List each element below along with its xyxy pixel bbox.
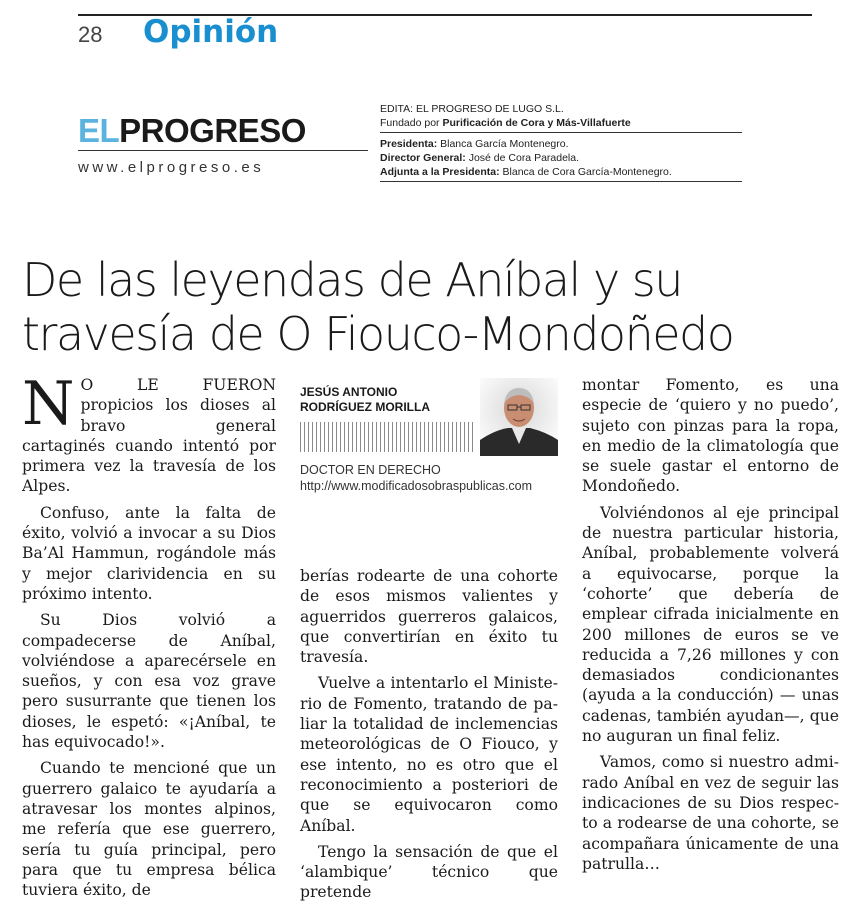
founder-name: Purificación de Cora y Más-Villafuerte (442, 117, 631, 129)
staff-line-president (380, 137, 742, 151)
author-website: http://www.modificadosobraspublicas.com (300, 479, 533, 493)
paragraph: berías rodearte de una cohorte de esos mismos valientes y aguerridos guerreros galaicos, que convertirían en éxito tu travesía. (300, 567, 558, 667)
paragraph-text: O LE FUERON propicios los dioses al bravo general cartaginés cuando intentó por primera vez la travesía de los Alpes. (22, 376, 276, 496)
logo-el: EL (78, 112, 120, 149)
staff-role: Director General: (380, 152, 466, 164)
author-name (300, 385, 430, 415)
section-title: Opinión (143, 14, 279, 50)
article-column-2 (300, 566, 558, 909)
author-name-line: JESÚS ANTONIO (300, 385, 398, 399)
staff-name: Blanca de Cora García-Montenegro. (499, 166, 672, 178)
founder-prefix: Fundado por (380, 117, 443, 129)
author-name-line: RODRÍGUEZ MORILLA (300, 400, 430, 414)
article-headline: De las leyendas de Aníbal y su travesía de O Fiouco-Mondoñedo (22, 252, 734, 361)
logo-progreso: PROGRESO (119, 112, 306, 149)
paragraph (22, 369, 276, 497)
paragraph: Su Dios volvió a compadecerse de Aníbal, volviéndose a aparecérsele en sueños, y con esa voz grave pero susurrante que tienen los dioses, le espetó: «¡Aníbal, te has equivocado!». (22, 611, 276, 752)
staff-name: José de Cora Paradela. (465, 152, 580, 164)
masthead-divider (380, 132, 742, 133)
paragraph: montar Fomento, es una especie de ‘quiero y no puedo’, sujeto con pinzas para la ropa, en medio de la climatología que se suele gastar el entorno de Mondoñedo. (582, 376, 839, 496)
paragraph: Vuelve a intentarlo el Ministerio de Fomento, tratando de paliar la totalidad de inclemencias meteorológicas de O Fiouco, y ese intento, no es otro que el reconocimiento a posteriori de que se equivocaron como Aníbal. (300, 674, 558, 835)
staff-name: Blanca García Montenegro. (437, 138, 569, 150)
website-address: www.elprogreso.es (78, 159, 265, 176)
staff-line-director (380, 151, 742, 165)
staff-role: Presidenta: (380, 138, 438, 150)
publisher-line: EDITA: EL PROGRESO DE LUGO S.L. (380, 103, 564, 115)
masthead-divider (380, 181, 742, 182)
page-number: 28 (78, 22, 103, 47)
author-photo (480, 378, 558, 456)
founder-line (380, 116, 742, 130)
staff-role: Adjunta a la Presidenta: (380, 166, 500, 178)
author-decoration (300, 422, 476, 452)
paragraph: Confuso, ante la falta de éxito, volvió a invocar a su Dios Ba’Al Hammun, rogándole más y mejor clarividencia en su próximo intento. (22, 503, 276, 603)
masthead-credits (380, 102, 742, 186)
article-column-3 (582, 375, 839, 880)
paragraph: Volviéndonos al eje principal de nuestra particular historia, Aníbal, probablemente volverá a equivocarse, porque la ‘cohorte’ que debería de emplear cifrada inicialmente en 200 millones de euros se ve reducida a 7,26 millones y con demasiados condicionantes (ayuda a la conducción) — unas cadenas, también ayudan—, que no auguran un final feliz. (582, 503, 839, 746)
paragraph: Vamos, como si nuestro admirado Aníbal en vez de seguir las indicaciones de su Dios respecto a rodearse de una cohorte, se acompañara únicamente de una patrulla… (582, 753, 839, 873)
paragraph: Tengo la sensación de que el ‘alambique’ técnico que pretende (300, 842, 558, 902)
logo-divider (78, 150, 368, 151)
newspaper-logo (78, 112, 306, 150)
staff-line-adjunta (380, 165, 742, 179)
drop-cap: N (22, 369, 75, 439)
article-column-1 (22, 369, 276, 906)
paragraph: Cuando te mencioné que un guerrero galaico te ayudaría a atravesar los montes alpinos, me refería que ese guerrero, sería tu guía principal, pero para que tu empresa bélica tuviera éxito, de (22, 759, 276, 900)
author-role: DOCTOR EN DERECHO (300, 463, 441, 477)
